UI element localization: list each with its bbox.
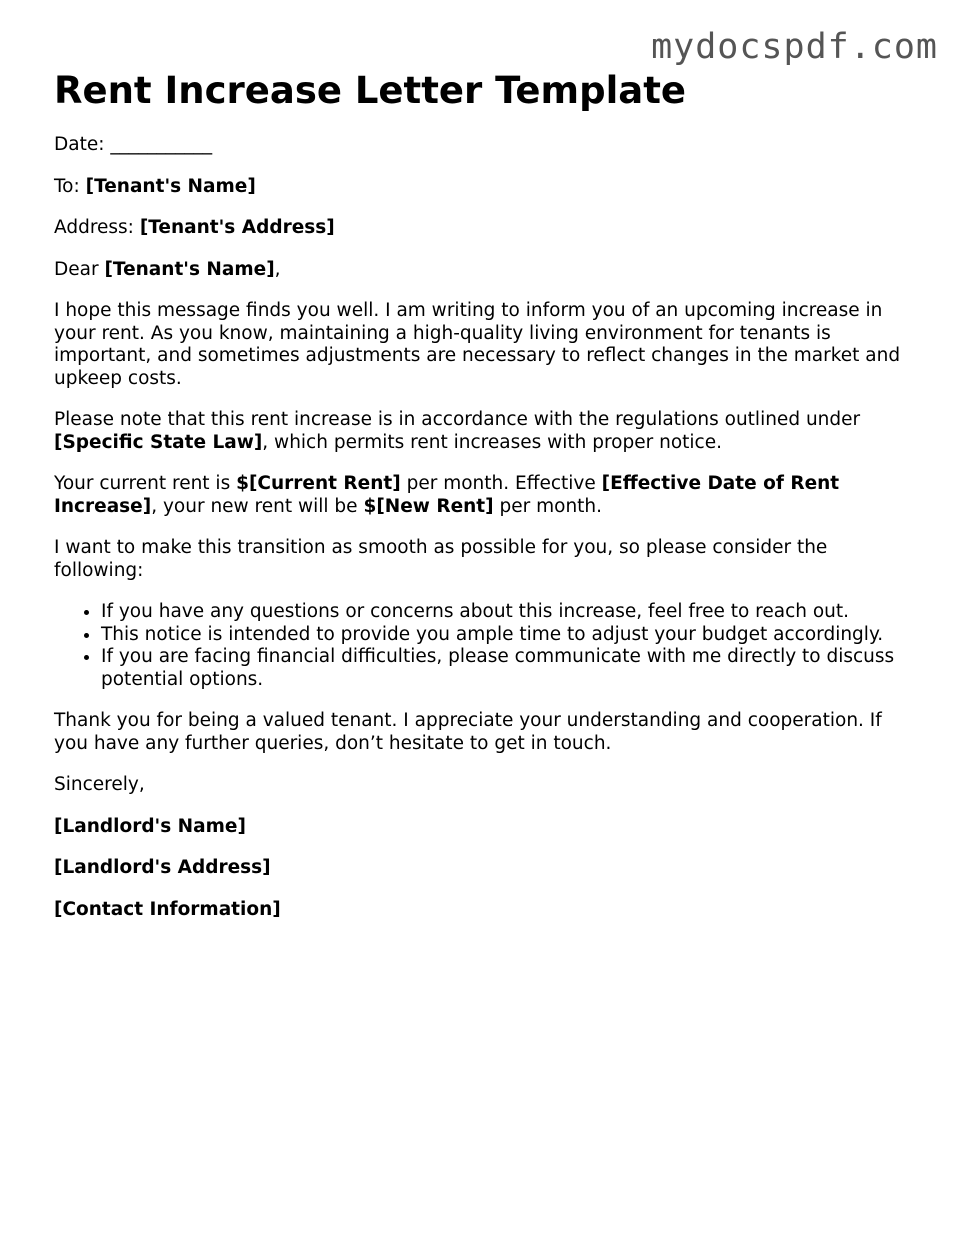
page-title: Rent Increase Letter Template — [54, 69, 686, 112]
address-line — [54, 217, 914, 240]
greeting-suffix: , — [274, 258, 281, 280]
landlord-name — [54, 816, 914, 839]
to-line — [54, 176, 914, 199]
date-blank: ___________ — [110, 134, 213, 155]
law-text-after: , which permits rent increases with proper notice. — [262, 431, 722, 453]
state-law: [Specific State Law] — [54, 431, 263, 453]
greeting — [54, 259, 914, 282]
paragraph-intro: I hope this message finds you well. I am writing to inform you of an upcoming increase in your rent. As you know, maintaining a high-quality living environment for tenants is important, and sometimes adjustments are necessary to reflect changes in the market and upkeep costs. — [54, 300, 901, 389]
rent-text-2: per month. Effective — [406, 473, 596, 494]
tenant-name: [Tenant's Name] — [85, 175, 256, 197]
current-rent: $[Current Rent] — [236, 473, 401, 494]
greeting-prefix: Dear — [54, 258, 99, 280]
new-rent: $[New Rent] — [363, 495, 494, 517]
closing: Sincerely, — [54, 774, 145, 795]
date-line — [54, 134, 914, 157]
law-text-before: Please note that this rent increase is in accordance with the regulations outlined under — [54, 409, 861, 430]
paragraph-rent — [54, 473, 914, 518]
rent-text-3: , your new rent will be — [151, 495, 358, 517]
greeting-name: [Tenant's Name] — [104, 258, 275, 280]
considerations-list — [54, 601, 914, 691]
effective-date: [Effective Date of Rent Increase] — [54, 473, 840, 517]
letter-page — [54, 68, 914, 940]
rent-text-4: per month. — [499, 495, 603, 517]
contact-information-text: [Contact Information] — [54, 898, 281, 920]
paragraph-thanks: Thank you for being a valued tenant. I appreciate your understanding and cooperation. If you have any further queries, don’t hesitate to get in touch. — [54, 710, 882, 754]
landlord-address-text: [Landlord's Address] — [54, 857, 271, 878]
tenant-address: [Tenant's Address] — [139, 217, 335, 238]
address-label: Address: — [54, 217, 134, 238]
contact-information — [54, 899, 914, 922]
watermark: mydocspdf.com — [651, 27, 938, 67]
to-label: To: — [54, 175, 80, 197]
list-item: • If you are facing financial difficulties, please communicate with me directly to discuss potential options. — [101, 646, 914, 691]
list-item: • This notice is intended to provide you ample time to adjust your budget accordingly. — [101, 624, 914, 647]
landlord-name-text: [Landlord's Name] — [54, 815, 246, 837]
paragraph-transition: I want to make this transition as smooth as possible for you, so please consider the following: — [54, 537, 828, 581]
date-label: Date: — [54, 134, 105, 155]
paragraph-law — [54, 409, 914, 454]
list-item: • If you have any questions or concerns about this increase, feel free to reach out. — [101, 601, 914, 624]
rent-text-1: Your current rent is — [54, 473, 231, 494]
landlord-address — [54, 857, 914, 880]
